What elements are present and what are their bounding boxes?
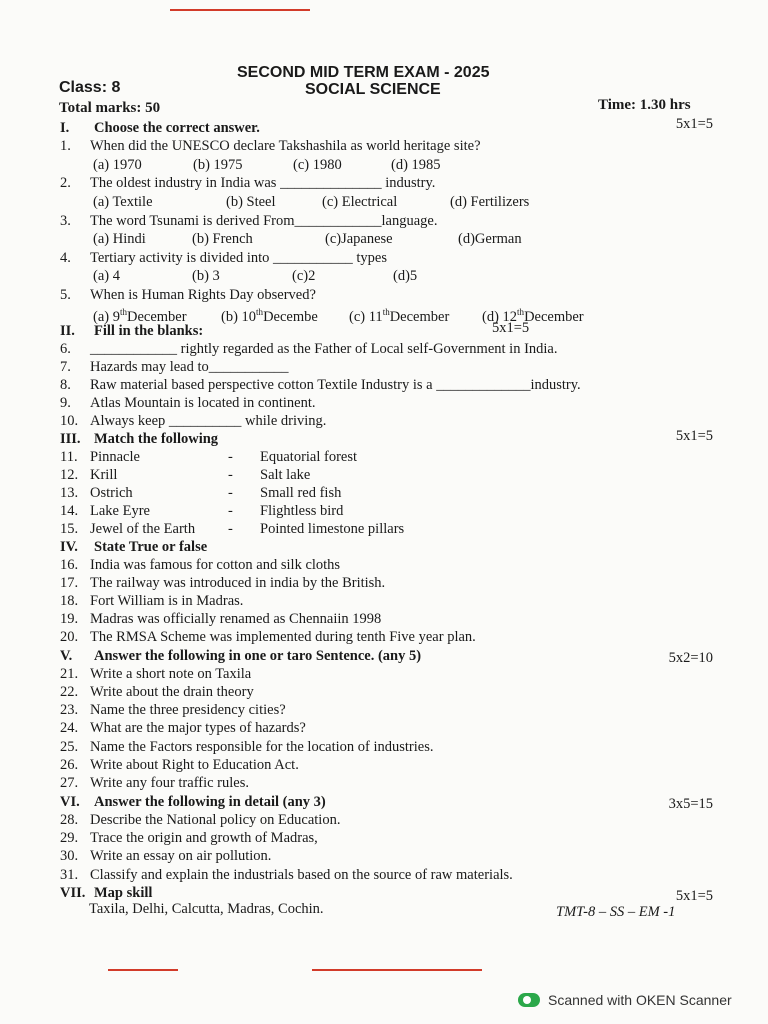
option: (d) 1985 (391, 157, 441, 173)
question: 31. Classify and explain the industrials based on the source of raw materials. (60, 867, 513, 883)
question: 26. Write about Right to Education Act. (60, 757, 299, 773)
exam-time: Time: 1.30 hrs (598, 97, 691, 113)
question: 28. Describe the National policy on Education. (60, 812, 341, 828)
bottom-red-rule-left (108, 969, 178, 971)
question: 29. Trace the origin and growth of Madras, (60, 830, 318, 846)
match-row: 15. Jewel of the Earth - Pointed limestone pillars (60, 521, 405, 537)
option: (a) Textile (93, 194, 153, 210)
question: 21. Write a short note on Taxila (60, 666, 252, 682)
option: (b) 3 (192, 268, 220, 284)
match-row: 13. Ostrich - Small red fish (60, 485, 342, 501)
option: (b) 1975 (193, 157, 243, 173)
question: 2. The oldest industry in India was ______________ industry. (60, 175, 436, 191)
question: 17. The railway was introduced in india by the British. (60, 575, 386, 591)
section-marks: 5x1=5 (492, 320, 530, 336)
section-marks: 5x2=10 (668, 650, 713, 666)
option: (c)Japanese (325, 231, 393, 247)
exam-title: SECOND MID TERM EXAM - 2025 (237, 64, 490, 81)
question-options (93, 230, 522, 248)
section-marks: 5x1=5 (675, 888, 713, 904)
question: 10. Always keep __________ while driving. (60, 413, 327, 429)
question: 24. What are the major types of hazards? (60, 720, 306, 736)
section-marks: 3x5=15 (668, 796, 713, 812)
option: (b) French (192, 231, 253, 247)
question: 4. Tertiary activity is divided into ___________ types (60, 250, 387, 266)
bottom-red-rule-right (312, 969, 482, 971)
option: (c) 11thDecember (349, 307, 450, 325)
question: 22. Write about the drain theory (60, 684, 254, 700)
question: 6. ____________ rightly regarded as the Father of Local self-Government in India. (60, 341, 558, 357)
question: 7. Hazards may lead to___________ (60, 359, 289, 375)
option: (c)2 (292, 268, 316, 284)
question: 18. Fort William is in Madras. (60, 593, 244, 609)
section-heading: IV. State True or false (60, 539, 208, 555)
section-heading: V. Answer the following in one or taro Sentence. (any 5) (60, 648, 422, 664)
paper-code: TMT-8 – SS – EM -1 (556, 904, 676, 920)
option: (d) 12thDecember (482, 307, 584, 325)
subject-title: SOCIAL SCIENCE (305, 81, 441, 98)
option: (d) Fertilizers (450, 194, 530, 210)
question: 3. The word Tsunami is derived From____________language. (60, 213, 438, 229)
section-heading: III. Match the following (60, 431, 219, 447)
option: (a) 4 (93, 268, 120, 284)
question: 30. Write an essay on air pollution. (60, 848, 272, 864)
section-heading: II. Fill in the blanks: (60, 323, 204, 339)
question-options (93, 267, 417, 285)
option: (d)German (458, 231, 522, 247)
map-skill-places: Taxila, Delhi, Calcutta, Madras, Cochin. (89, 901, 324, 917)
section-heading: I. Choose the correct answer. (60, 120, 260, 136)
option: (a) Hindi (93, 231, 146, 247)
scanner-watermark (518, 992, 732, 1008)
total-marks: Total marks: 50 (59, 100, 161, 116)
class-label: Class: 8 (59, 79, 121, 96)
scanner-text: Scanned with OKEN Scanner (548, 992, 732, 1008)
top-red-rule (170, 9, 310, 11)
question: 25. Name the Factors responsible for the location of industries. (60, 739, 434, 755)
section-marks: 5x1=5 (675, 116, 713, 132)
oken-logo-icon (518, 993, 540, 1007)
section-heading: VI. Answer the following in detail (any 3) (60, 794, 326, 810)
question: 20. The RMSA Scheme was implemented during tenth Five year plan. (60, 629, 476, 645)
option: (c) Electrical (322, 194, 398, 210)
question: 8. Raw material based perspective cotton Textile Industry is a _____________industry. (60, 377, 581, 393)
option: (c) 1980 (293, 157, 342, 173)
question: 23. Name the three presidency cities? (60, 702, 286, 718)
match-row: 12. Krill - Salt lake (60, 467, 311, 483)
option: (a) 1970 (93, 157, 142, 173)
option: (a) 9thDecember (93, 307, 187, 325)
question: 19. Madras was officially renamed as Chennaiin 1998 (60, 611, 382, 627)
option: (b) Steel (226, 194, 276, 210)
question: 27. Write any four traffic rules. (60, 775, 249, 791)
option: (b) 10thDecembe (221, 307, 318, 325)
question: 16. India was famous for cotton and silk cloths (60, 557, 341, 573)
question-options (93, 193, 529, 211)
question: 5. When is Human Rights Day observed? (60, 287, 316, 303)
match-row: 11. Pinnacle - Equatorial forest (60, 449, 358, 465)
section-marks: 5x1=5 (675, 428, 713, 444)
option: (d)5 (393, 268, 418, 284)
question: 9. Atlas Mountain is located in continent. (60, 395, 316, 411)
question-options (93, 156, 441, 174)
section-heading: VII. Map skill (60, 885, 153, 901)
question: 1. When did the UNESCO declare Takshashila as world heritage site? (60, 138, 481, 154)
match-row: 14. Lake Eyre - Flightless bird (60, 503, 344, 519)
